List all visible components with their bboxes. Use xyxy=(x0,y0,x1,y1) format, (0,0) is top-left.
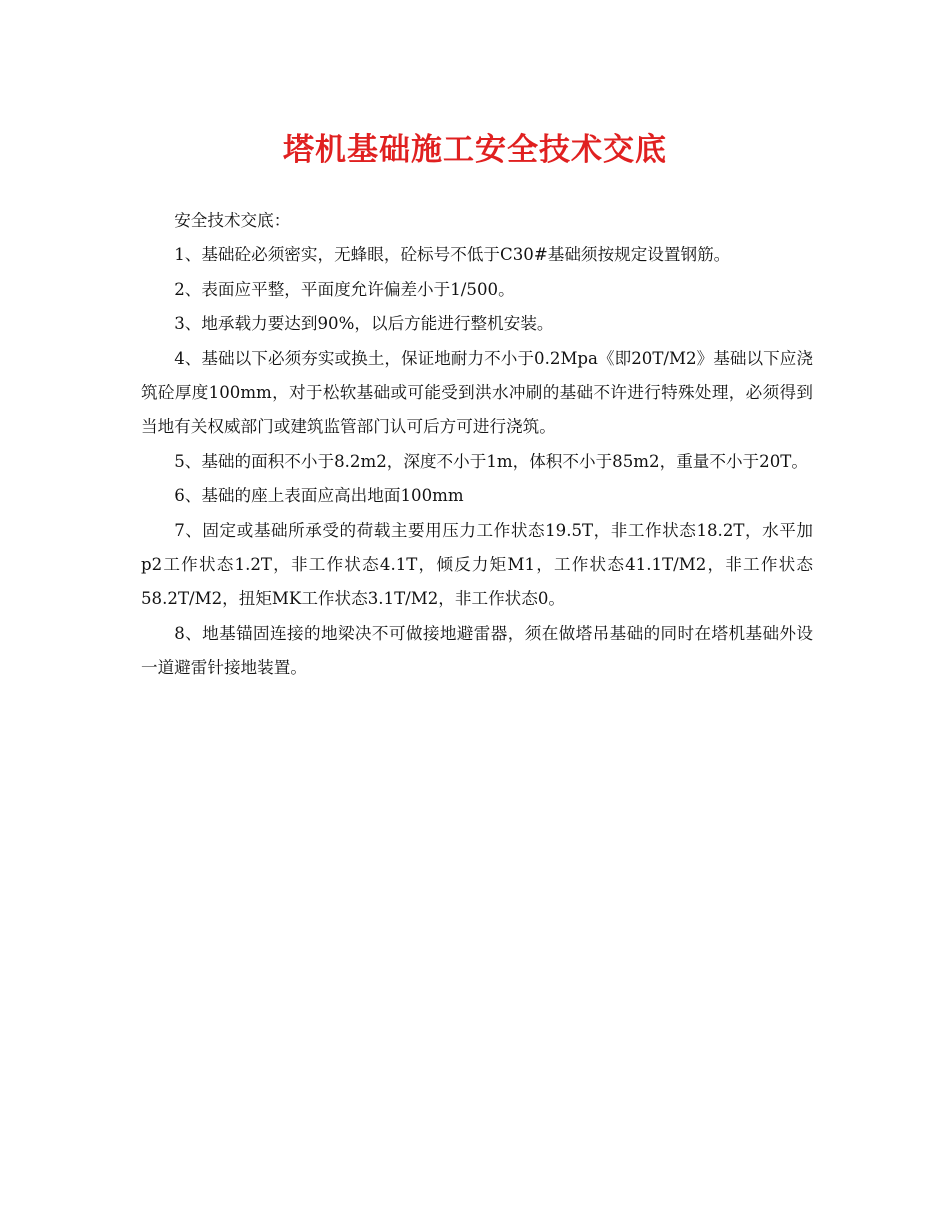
paragraph-item-2: 2、表面应平整，平面度允许偏差小于1/500。 xyxy=(174,279,515,299)
paragraph-item-8: 8、地基锚固连接的地梁决不可做接地避雷器，须在做塔吊基础的同时在塔机基础外设一道避雷针接地装置。 xyxy=(141,623,813,678)
paragraph-item-5: 5、基础的面积不小于8.2m2，深度不小于1m，体积不小于85m2，重量不小于20T。 xyxy=(174,451,808,471)
paragraph-item-7: 7、固定或基础所承受的荷载主要用压力工作状态19.5T，非工作状态18.2T，水平加p2工作状态1.2T，非工作状态4.1T，倾反力矩M1，工作状态41.1T/M2，非工作状态58.2T/M2，扭矩MK工作状态3.1T/M2，非工作状态0。 xyxy=(141,520,813,609)
paragraph-intro: 安全技术交底： xyxy=(174,211,291,230)
document-title: 塔机基础施工安全技术交底 xyxy=(283,132,667,168)
paragraph-item-6: 6、基础的座上表面应高出地面100mm xyxy=(174,486,464,506)
paragraph-item-3: 3、地承载力要达到90%，以后方能进行整机安装。 xyxy=(174,314,554,334)
paragraph-item-1: 1、基础砼必须密实，无蜂眼，砼标号不低于C30#基础须按规定设置钢筋。 xyxy=(174,245,731,265)
document-body xyxy=(141,204,813,686)
paragraph-item-4: 4、基础以下必须夯实或换土，保证地耐力不小于0.2Mpa《即20T/M2》基础以下应浇筑砼厚度100mm，对于松软基础或可能受到洪水冲刷的基础不许进行特殊处理，必须得到当地有关权威部门或建筑监管部门认可后方可进行浇筑。 xyxy=(141,348,813,437)
